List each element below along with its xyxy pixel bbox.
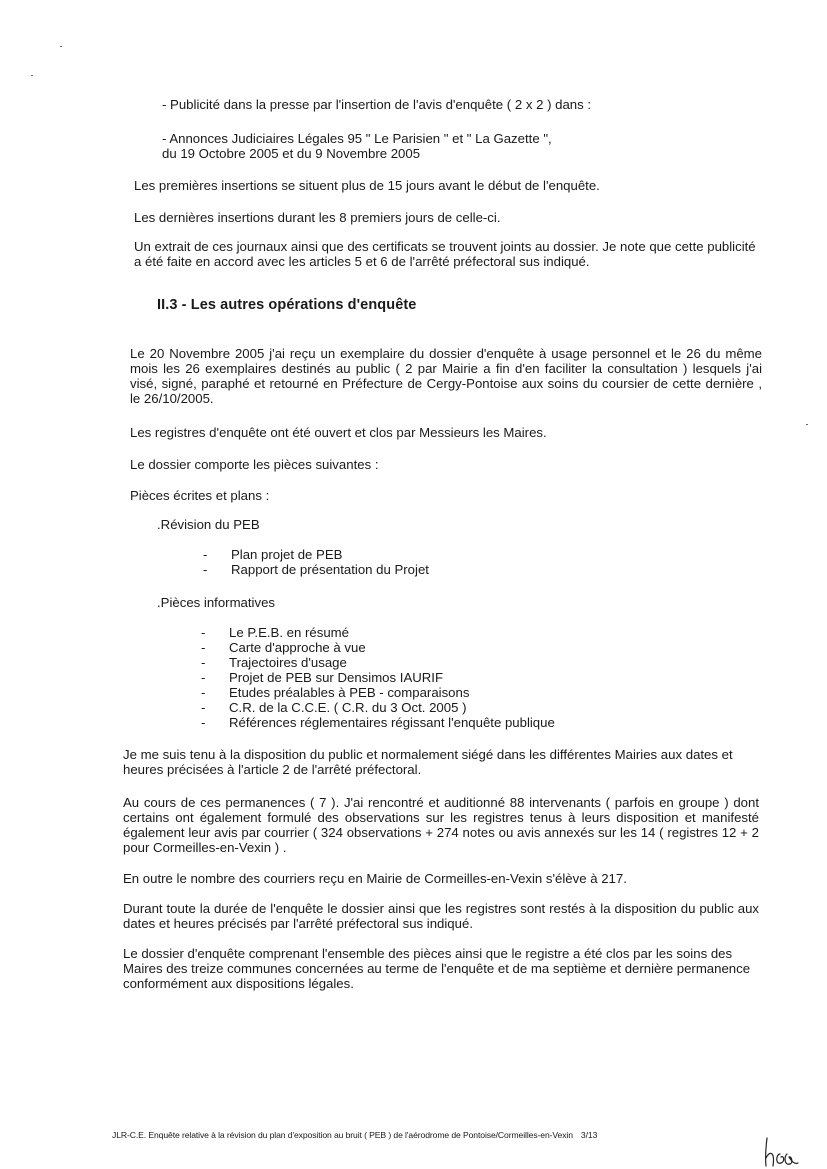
informative-documents-list	[201, 625, 555, 730]
scan-speck	[60, 46, 62, 47]
list-item: - Rapport de présentation du Projet	[203, 562, 429, 577]
list-item: - C.R. de la C.C.E. ( C.R. du 3 Oct. 2005 )	[201, 700, 555, 715]
hearings-paragraph: Au cours de ces permanences ( 7 ). J'ai rencontré et auditionné 88 intervenants ( parfois en groupe ) dont certains ont également formulé des observations sur les registres tenus à leurs disposition et manifesté également leur avis par courrier ( 324 observations + 274 notes ou avis annexés sur les 14 ( registres 12 + 2 pour Cormeilles-en-Vexin ) .	[123, 795, 759, 855]
file-contents-text: Le dossier comporte les pièces suivantes :	[130, 457, 379, 472]
duration-paragraph: Durant toute la durée de l'enquête le dossier ainsi que les registres sont restés à la disposition du public aux dates et heures précisés par l'arrêté préfectoral sus indiqué.	[123, 901, 759, 931]
footer-text: JLR-C.E. Enquête relative à la révision du plan d'exposition au bruit ( PEB ) de l'aérodrome de Pontoise/Cormeilles-en-Vexin	[112, 1130, 573, 1140]
closure-paragraph: Le dossier d'enquête comprenant l'ensemble des pièces ainsi que le registre a été clos par les soins des Maires des treize communes concernées au terme de l'enquête et de ma septième et dernière permanence conformément aux dispositions légales.	[123, 946, 751, 991]
publicity-intro: - Publicité dans la presse par l'insertion de l'avis d'enquête ( 2 x 2 ) dans :	[162, 97, 592, 112]
written-documents-label: Pièces écrites et plans :	[130, 488, 270, 503]
reception-paragraph: Le 20 Novembre 2005 j'ai reçu un exemplaire du dossier d'enquête à usage personnel et le 26 du même mois les 26 exemplaires destinés au public ( 2 par Mairie a fin d'en faciliter la consultation ) lesquels j'ai visé, signé, paraphé et retourné en Préfecture de Cergy-Pontoise aux soins du coursier de cette dernière , le 26/10/2005.	[130, 346, 762, 406]
mail-count-text: En outre le nombre des courriers reçu en Mairie de Cormeilles-en-Vexin s'élève à 217.	[123, 871, 627, 886]
publicity-announcements-line2: du 19 Octobre 2005 et du 9 Novembre 2005	[162, 146, 421, 161]
list-item: - Plan projet de PEB	[203, 547, 429, 562]
list-item: - Références réglementaires régissant l'enquête publique	[201, 715, 555, 730]
list-item: - Projet de PEB sur Densimos IAURIF	[201, 670, 555, 685]
publicity-announcements-line1: - Annonces Judiciaires Légales 95 " Le Parisien " et " La Gazette ",	[162, 131, 552, 146]
page-number: 3/13	[580, 1130, 598, 1140]
last-insertions-text: Les dernières insertions durant les 8 premiers jours de celle-ci.	[134, 210, 501, 225]
extract-paragraph: Un extrait de ces journaux ainsi que des certificats se trouvent joints au dossier. Je note que cette publicité a été faite en accord avec les articles 5 et 6 de l'arrêté préfectoral sus indiqué.	[134, 239, 756, 269]
section-heading: II.3 - Les autres opérations d'enquête	[157, 297, 417, 313]
list-item: - Etudes préalables à PEB - comparaisons	[201, 685, 555, 700]
peb-revision-list	[203, 547, 429, 577]
peb-revision-label: .Révision du PEB	[157, 517, 260, 532]
informative-documents-label: .Pièces informatives	[157, 595, 275, 610]
page-footer	[112, 1128, 597, 1143]
scan-speck	[806, 424, 808, 425]
list-item: - Trajectoires d'usage	[201, 655, 555, 670]
scan-speck	[31, 75, 33, 76]
list-item: - Le P.E.B. en résumé	[201, 625, 555, 640]
handwritten-initials	[760, 1136, 808, 1168]
registers-text: Les registres d'enquête ont été ouvert et clos par Messieurs les Maires.	[130, 425, 547, 440]
availability-paragraph: Je me suis tenu à la disposition du public et normalement siégé dans les différentes Mairies aux dates et heures précisées à l'article 2 de l'arrêté préfectoral.	[123, 747, 733, 777]
first-insertions-text: Les premières insertions se situent plus de 15 jours avant le début de l'enquête.	[134, 178, 600, 193]
list-item: - Carte d'approche à vue	[201, 640, 555, 655]
